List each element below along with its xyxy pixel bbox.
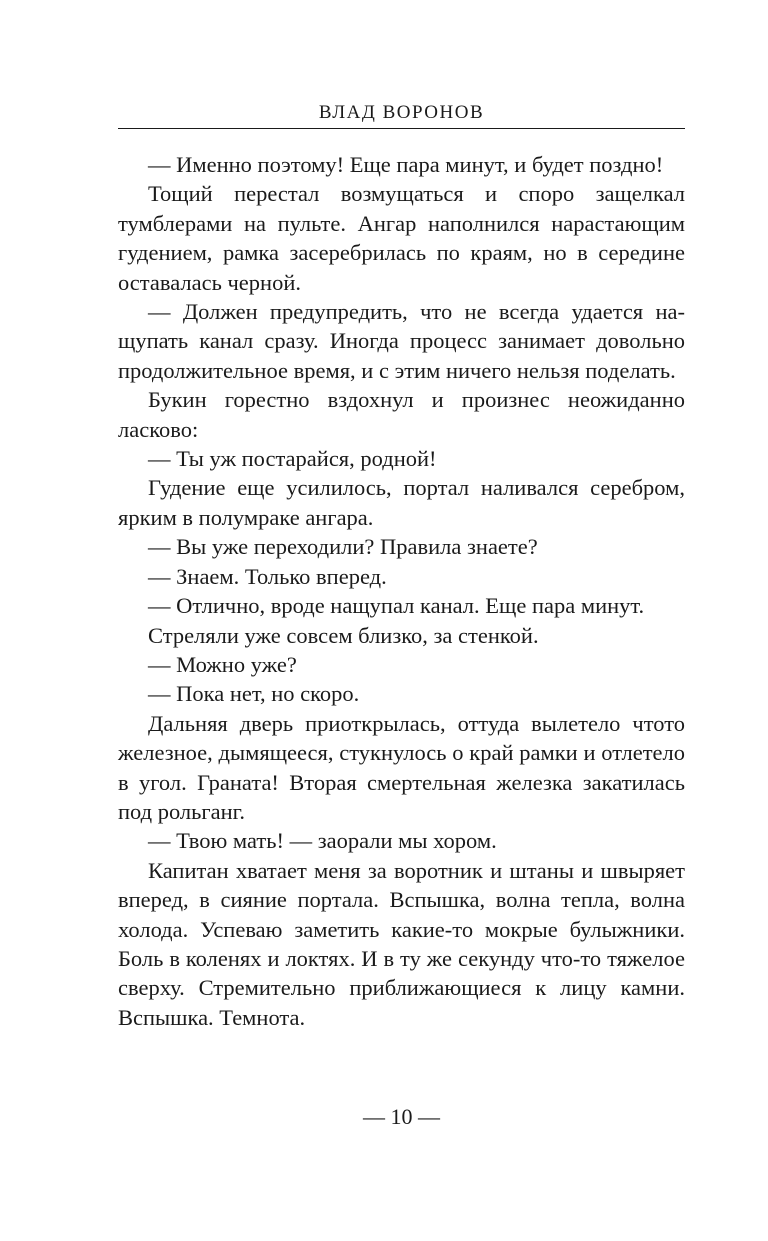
- running-title: ВЛАД ВОРОНОВ: [318, 102, 485, 123]
- paragraph-13: Дальняя дверь приоткрылась, оттуда вылетело чтото железное, дымящееся, стукнулось о край рамки и отлетело в угол. Граната! Вторая смертельная железка закатилась под рольганг.: [118, 710, 685, 824]
- paragraph-11: — Можно уже?: [148, 651, 297, 677]
- paragraph-15: Капитан хватает меня за воротник и штаны и швыряет вперед, в сияние портала. Вспышка, волна тепла, волна холода. Успеваю заметить какие-то мокрые булыжники. Боль в коленях и локтях. И в ту же секунду что-то тяжелое сверху. Стремительно приближающиеся к лицу камни. Вспышка. Темнота.: [118, 857, 685, 1030]
- paragraph-7: — Вы уже переходили? Правила знаете?: [148, 534, 538, 560]
- paragraph-9: — Отлично, вроде нащупал канал. Еще пара минут.: [148, 593, 645, 619]
- paragraph-5: — Ты уж постарайся, родной!: [148, 446, 437, 472]
- paragraph-2: Тощий перестал возмущаться и споро защелкал тумблерами на пульте. Ангар наполнился нарастающим гудением, рамка засеребрилась по краям, но в середине оставалась черной.: [118, 181, 685, 295]
- paragraph-1: — Именно поэтому! Еще пара минут, и будет поздно!: [148, 152, 664, 177]
- paragraph-4: Букин горестно вздохнул и произнес неожиданно ласково:: [118, 387, 685, 442]
- body-text: [118, 150, 685, 1032]
- paragraph-6: Гудение еще усилилось, портал наливался серебром, ярким в полумраке ангара.: [118, 475, 685, 530]
- paragraph-10: Стреляли уже совсем близко, за стенкой.: [148, 622, 539, 648]
- page-number: — 10 —: [363, 1104, 440, 1129]
- paragraph-8: — Знаем. Только вперед.: [148, 563, 387, 589]
- paragraph-14: — Твою мать! — заорали мы хором.: [148, 828, 497, 854]
- paragraph-3: — Должен предупредить, что не всегда удается нащупать канал сразу. Иногда процесс занимает довольно продолжительное время, и с этим ничего нельзя поделать.: [118, 299, 685, 383]
- paragraph-12: — Пока нет, но скоро.: [148, 681, 360, 707]
- header-divider: [118, 128, 685, 129]
